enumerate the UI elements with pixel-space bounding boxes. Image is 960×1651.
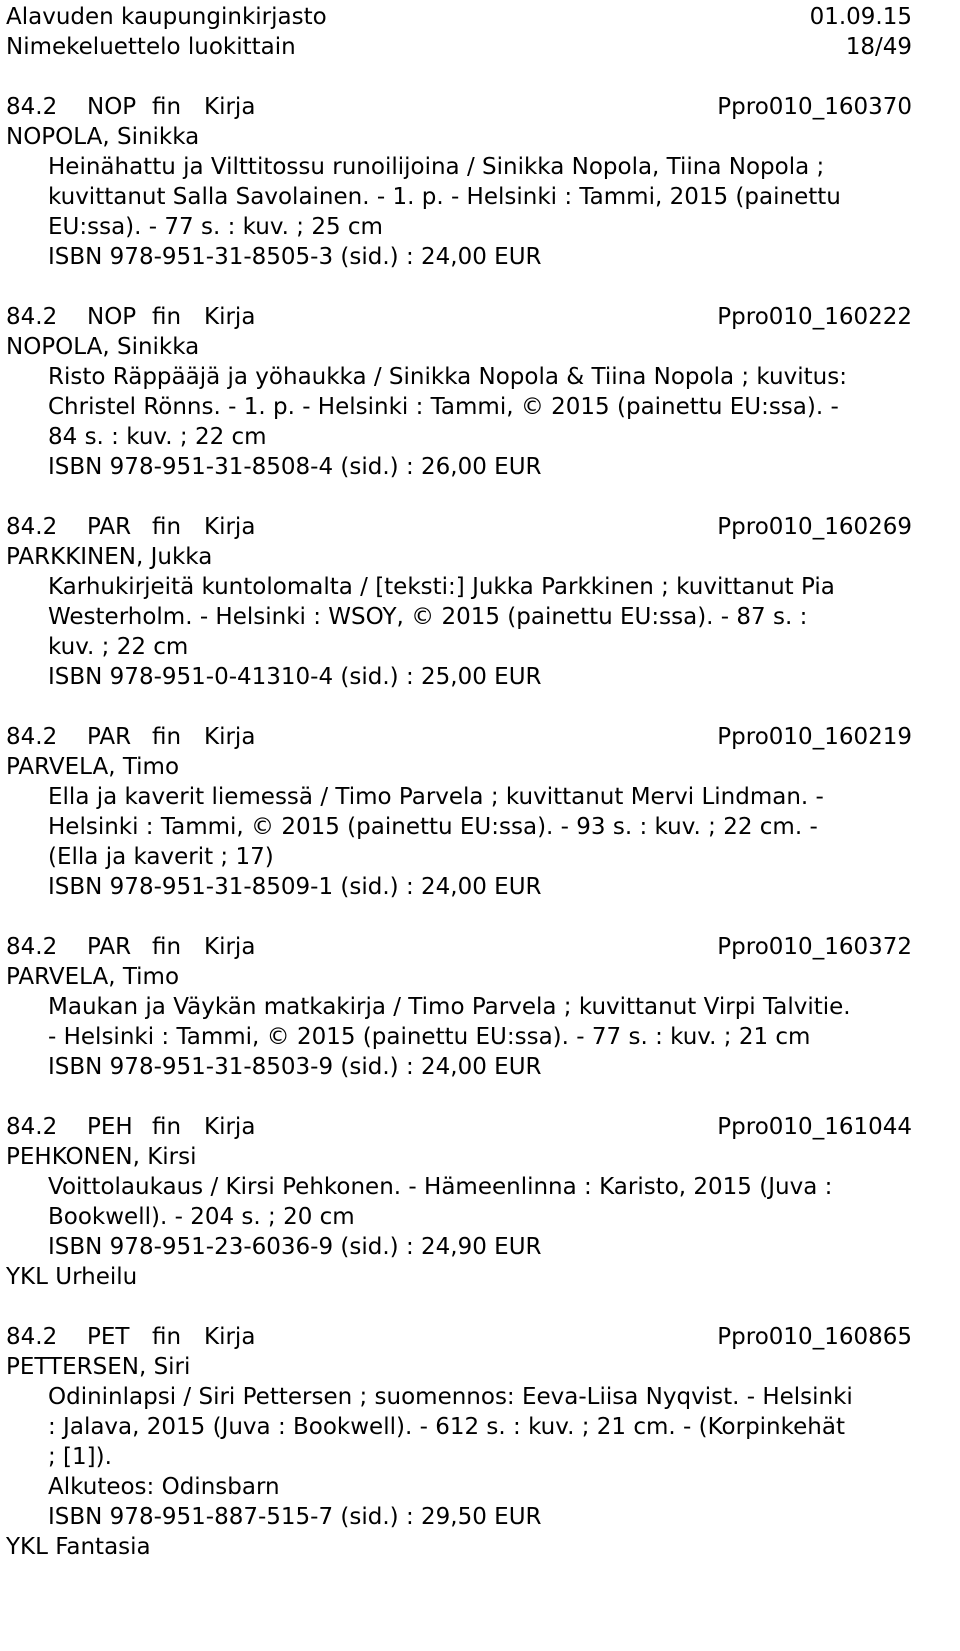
language-code: fin [152,304,182,330]
shelf-code: PET [87,1324,130,1350]
classification-number: 84.2 [6,934,58,960]
entry-classification [6,512,255,542]
description-line: ISBN 978-951-887-515-7 (sid.) : 29,50 EUR [48,1504,542,1530]
catalog-entry [6,1322,912,1562]
description-line: 84 s. : kuv. ; 22 cm [48,424,267,450]
material-type: Kirja [204,304,256,330]
catalog-entry [6,932,912,1082]
shelf-code: NOP [87,304,137,330]
subject-heading: YKL Urheilu [6,1264,138,1290]
author-heading: PARKKINEN, Jukka [6,544,213,570]
classification-number: 84.2 [6,1324,58,1350]
entry-classification [6,302,255,332]
language-code: fin [152,1114,182,1140]
bibliographic-description [48,1172,912,1262]
author-heading: PARVELA, Timo [6,964,180,990]
description-line: Westerholm. - Helsinki : WSOY, © 2015 (painettu EU:ssa). - 87 s. : [48,604,808,630]
bibliographic-description [48,782,912,902]
shelf-code: NOP [87,94,137,120]
library-name: Alavuden kaupunginkirjasto [6,4,327,30]
description-line: Ella ja kaverit liemessä / Timo Parvela ; kuvittanut Mervi Lindman. - [48,784,824,810]
description-line: Odininlapsi / Siri Pettersen ; suomennos: Eeva-Liisa Nyqvist. - Helsinki [48,1384,853,1410]
classification-number: 84.2 [6,514,58,540]
entry-classification [6,1322,255,1352]
shelf-code: PAR [87,934,132,960]
description-line: Risto Räppääjä ja yöhaukka / Sinikka Nopola & Tiina Nopola ; kuvitus: [48,364,847,390]
entry-header [6,302,912,332]
description-line: ISBN 978-951-31-8509-1 (sid.) : 24,00 EUR [48,874,542,900]
material-type: Kirja [204,514,256,540]
description-line: Heinähattu ja Vilttitossu runoilijoina / Sinikka Nopola, Tiina Nopola ; [48,154,825,180]
entry-classification [6,92,255,122]
entry-classification [6,722,255,752]
classification-number: 84.2 [6,1114,58,1140]
page-number: 18/49 [845,34,912,60]
description-line: ISBN 978-951-31-8505-3 (sid.) : 24,00 EUR [48,244,542,270]
entry-header [6,92,912,122]
catalog-entry [6,302,912,482]
language-code: fin [152,514,182,540]
print-date: 01.09.15 [809,4,912,30]
description-line: ISBN 978-951-31-8503-9 (sid.) : 24,00 EUR [48,1054,542,1080]
header-row-top [6,2,912,32]
shelf-code: PEH [87,1114,133,1140]
description-line: - Helsinki : Tammi, © 2015 (painettu EU:ssa). - 77 s. : kuv. ; 21 cm [48,1024,811,1050]
catalog-entries [6,92,912,1592]
description-line: Helsinki : Tammi, © 2015 (painettu EU:ssa). - 93 s. : kuv. ; 22 cm. - [48,814,818,840]
description-line: ISBN 978-951-23-6036-9 (sid.) : 24,90 EUR [48,1234,542,1260]
description-line: ISBN 978-951-31-8508-4 (sid.) : 26,00 EUR [48,454,542,480]
record-id: Ppro010_160865 [717,1324,912,1350]
entry-header [6,722,912,752]
bibliographic-description [48,1382,912,1532]
record-id: Ppro010_160222 [717,304,912,330]
classification-number: 84.2 [6,304,58,330]
entry-header [6,1112,912,1142]
record-id: Ppro010_160269 [717,514,912,540]
description-line: Maukan ja Väykän matkakirja / Timo Parvela ; kuvittanut Virpi Talvitie. [48,994,851,1020]
entry-classification [6,1112,255,1142]
language-code: fin [152,724,182,750]
page-header [6,2,912,62]
classification-number: 84.2 [6,724,58,750]
description-line: Bookwell). - 204 s. ; 20 cm [48,1204,355,1230]
bibliographic-description [48,152,912,272]
description-line: : Jalava, 2015 (Juva : Bookwell). - 612 s. : kuv. ; 21 cm. - (Korpinkehät [48,1414,845,1440]
description-line: kuv. ; 22 cm [48,634,189,660]
material-type: Kirja [204,1324,256,1350]
description-line: Christel Rönns. - 1. p. - Helsinki : Tammi, © 2015 (painettu EU:ssa). - [48,394,839,420]
author-heading: PEHKONEN, Kirsi [6,1144,197,1170]
material-type: Kirja [204,934,256,960]
record-id: Ppro010_161044 [717,1114,912,1140]
language-code: fin [152,94,182,120]
catalog-entry [6,512,912,692]
record-id: Ppro010_160219 [717,724,912,750]
shelf-code: PAR [87,514,132,540]
language-code: fin [152,1324,182,1350]
description-line: EU:ssa). - 77 s. : kuv. ; 25 cm [48,214,383,240]
subject-heading: YKL Fantasia [6,1534,151,1560]
bibliographic-description [48,362,912,482]
material-type: Kirja [204,724,256,750]
author-heading: NOPOLA, Sinikka [6,124,200,150]
record-id: Ppro010_160370 [717,94,912,120]
author-heading: PETTERSEN, Siri [6,1354,191,1380]
description-line: Karhukirjeitä kuntolomalta / [teksti:] Jukka Parkkinen ; kuvittanut Pia [48,574,835,600]
catalog-entry [6,92,912,272]
record-id: Ppro010_160372 [717,934,912,960]
material-type: Kirja [204,94,256,120]
catalog-entry [6,722,912,902]
description-line: Voittolaukaus / Kirsi Pehkonen. - Hämeenlinna : Karisto, 2015 (Juva : [48,1174,833,1200]
entry-header [6,512,912,542]
shelf-code: PAR [87,724,132,750]
description-line: ; [1]). [48,1444,112,1470]
description-line: kuvittanut Salla Savolainen. - 1. p. - Helsinki : Tammi, 2015 (painettu [48,184,841,210]
language-code: fin [152,934,182,960]
author-heading: PARVELA, Timo [6,754,180,780]
bibliographic-description [48,572,912,692]
description-line: ISBN 978-951-0-41310-4 (sid.) : 25,00 EUR [48,664,542,690]
author-heading: NOPOLA, Sinikka [6,334,200,360]
header-row-bottom [6,32,912,62]
entry-header [6,1322,912,1352]
entry-header [6,932,912,962]
entry-classification [6,932,255,962]
catalog-entry [6,1112,912,1292]
description-line: (Ella ja kaverit ; 17) [48,844,274,870]
description-line: Alkuteos: Odinsbarn [48,1474,280,1500]
list-title: Nimekeluettelo luokittain [6,34,296,60]
material-type: Kirja [204,1114,256,1140]
bibliographic-description [48,992,912,1082]
classification-number: 84.2 [6,94,58,120]
